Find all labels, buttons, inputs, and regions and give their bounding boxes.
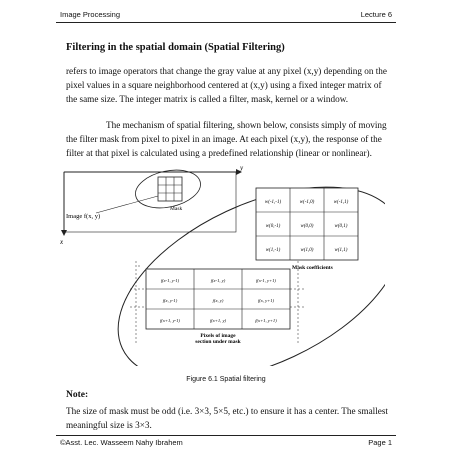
pixel-cell: f(x, y) xyxy=(212,298,224,303)
footer-author: ©Asst. Lec. Wasseem Nahy Ibrahem xyxy=(60,438,183,447)
image-region xyxy=(64,172,236,232)
footer-rule xyxy=(56,435,396,436)
pixels-label-line1: Pixels of image xyxy=(200,333,236,339)
mask-coefficients-grid xyxy=(256,188,358,260)
figure-caption: Figure 6.1 Spatial filtering xyxy=(186,376,266,383)
mask-grid xyxy=(158,177,182,201)
weight-cell: w(1,-1) xyxy=(265,248,281,253)
page-footer xyxy=(56,438,396,450)
paragraph-definition: refers to image operators that change the gray value at any pixel (x,y) depending on the pixel values in a square neighborhood centered at (x,y) using a fixed integer matrix of the same size. The integer matrix is called a filter, mask, kernel or a window. xyxy=(66,66,387,104)
pixel-cell: f(x-1, y) xyxy=(210,278,226,283)
weight-cell: w(0,1) xyxy=(334,224,348,229)
pixel-cell: f(x, y-1) xyxy=(162,298,178,303)
spatial-filtering-figure xyxy=(60,166,385,366)
note-heading: Note: xyxy=(66,390,89,400)
pixel-cell: f(x+1, y-1) xyxy=(160,318,180,323)
header-lecture: Lecture 6 xyxy=(360,10,392,19)
weight-cell: w(0,0) xyxy=(300,224,314,229)
footer-page-number: Page 1 xyxy=(368,438,392,447)
pixel-cell: f(x-1, y-1) xyxy=(160,278,180,283)
mask-label: Mask xyxy=(170,206,183,212)
weight-cell: w(-1,0) xyxy=(299,200,315,205)
axis-x-label: x xyxy=(60,238,64,246)
weight-cell: w(0,-1) xyxy=(265,224,281,229)
mask-coefficients-label: Mask coefficients xyxy=(292,265,333,271)
page-header xyxy=(56,8,396,22)
image-label: Image f(x, y) xyxy=(66,213,101,220)
weight-cell: w(-1,1) xyxy=(333,200,349,205)
image-section-grid xyxy=(130,261,304,344)
pixel-cell: f(x+1, y+1) xyxy=(255,318,277,323)
header-rule xyxy=(56,22,396,23)
weight-cell: w(1,1) xyxy=(334,248,348,253)
axis-y-label: y xyxy=(240,166,244,172)
weight-cell: w(-1,-1) xyxy=(264,200,282,205)
note-text: The size of mask must be odd (i.e. 3×3, 5×5, etc.) to ensure it has a center. The smallest meaningful size is 3×3. xyxy=(66,406,388,430)
pixel-cell: f(x-1, y+1) xyxy=(256,278,276,283)
paragraph-mechanism: The mechanism of spatial filtering, shown below, consists simply of moving the filter mask from pixel to pixel in an image. At each pixel (x,y), the response of the filter at that pixel is calculated using a predefined relationship (linear or nonlinear). xyxy=(66,120,387,158)
pixel-cell: f(x+1, y) xyxy=(209,318,227,323)
section-title: Filtering in the spatial domain (Spatial Filtering) xyxy=(66,42,285,53)
weight-cell: w(1,0) xyxy=(300,248,314,253)
image-pointer xyxy=(96,196,158,213)
header-course: Image Processing xyxy=(60,10,121,19)
pixel-cell: f(x, y+1) xyxy=(257,298,275,303)
pixels-label-line2: section under mask xyxy=(195,339,241,345)
